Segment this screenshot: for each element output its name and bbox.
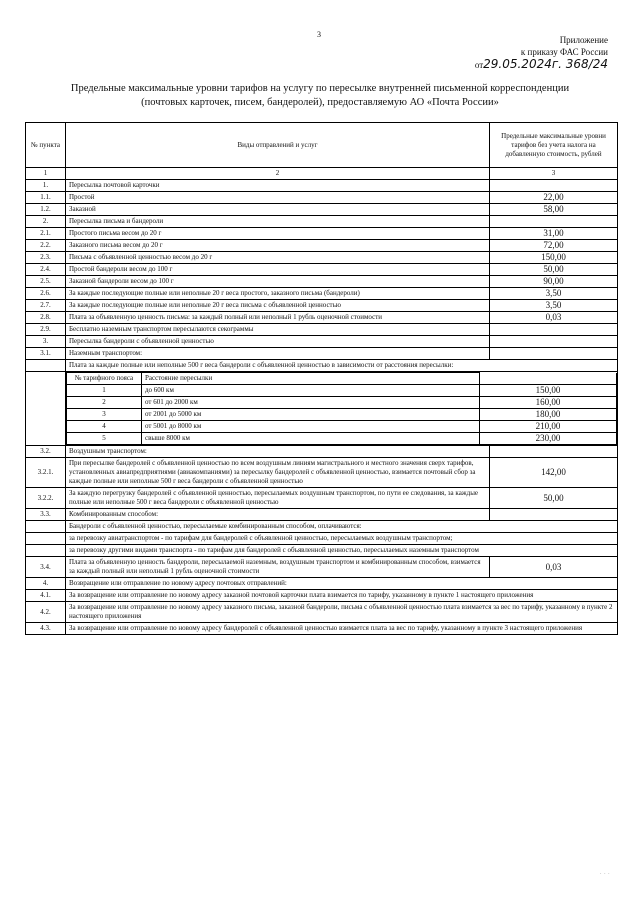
zones-table bbox=[66, 372, 617, 445]
table-row bbox=[26, 252, 618, 264]
header-tariff: Предельные максимальные уровни тарифов без учета налога на добавленную стоимость, рублей bbox=[490, 123, 618, 168]
item-number: 4.2. bbox=[26, 602, 66, 623]
zone-number: 2 bbox=[67, 397, 142, 409]
item-description: Плата за объявленную ценность письма: за каждый полный или неполный 1 рубль оценочной стоимости bbox=[66, 312, 490, 324]
appendix-label: Приложение bbox=[559, 35, 608, 45]
header-services: Виды отправлений и услуг bbox=[66, 123, 490, 168]
item-description: За возвращение или отправление по новому адресу заказного письма, заказной бандероли, письма с объявленной ценностью плата взимается за вес по тарифу, указанному в пункте 2 настоящего приложения bbox=[66, 602, 618, 623]
item-tariff: 3,50 bbox=[490, 288, 618, 300]
item-tariff: 50,00 bbox=[490, 488, 618, 509]
item-number: 3.2. bbox=[26, 446, 66, 458]
column-number-row bbox=[26, 168, 618, 180]
table-row bbox=[26, 590, 618, 602]
zone-row bbox=[67, 409, 617, 421]
appendix-header bbox=[468, 34, 608, 71]
zone-row bbox=[67, 385, 617, 397]
item-number-empty bbox=[26, 545, 66, 557]
table-row bbox=[26, 623, 618, 635]
appendix-order: к приказу ФАС России bbox=[520, 47, 608, 57]
item-tariff-empty bbox=[490, 216, 618, 228]
item-description: Пересылка бандероли с объявленной ценностью bbox=[66, 336, 490, 348]
table-row bbox=[26, 545, 618, 557]
item-number: 2.7. bbox=[26, 300, 66, 312]
combined-line: за перевозку другими видами транспорта - по тарифам для бандеролей с объявленной ценностью, пересылаемых наземным транспортом bbox=[66, 545, 618, 557]
item-tariff: 72,00 bbox=[490, 240, 618, 252]
table-row bbox=[26, 557, 618, 578]
item-number: 2.4. bbox=[26, 264, 66, 276]
item-tariff: 58,00 bbox=[490, 204, 618, 216]
table-row bbox=[26, 336, 618, 348]
table-row bbox=[26, 228, 618, 240]
item-tariff: 0,03 bbox=[490, 557, 618, 578]
zone-row bbox=[67, 433, 617, 445]
zone-price: 230,00 bbox=[480, 433, 617, 445]
item-description: За возвращение или отправление по новому адресу заказной почтовой карточки плата взимается по тарифу, указанному в пункте 1 настоящего приложения bbox=[66, 590, 618, 602]
zone-price: 160,00 bbox=[480, 397, 617, 409]
table-row bbox=[26, 312, 618, 324]
item-number: 3.2.2. bbox=[26, 488, 66, 509]
table-row bbox=[26, 240, 618, 252]
table-row bbox=[26, 602, 618, 623]
zone-distance: свыше 8000 км bbox=[142, 433, 480, 445]
zone-distance: от 5001 до 8000 км bbox=[142, 421, 480, 433]
item-tariff: 0,03 bbox=[490, 312, 618, 324]
table-header-row bbox=[26, 123, 618, 168]
table-row bbox=[26, 458, 618, 488]
item-description: Возвращение или отправление по новому адресу почтовых отправлений: bbox=[66, 578, 618, 590]
zone-row bbox=[67, 397, 617, 409]
handwritten-date-number: 29.05.2024г. 368/24 bbox=[483, 57, 608, 71]
item-description: Письма с объявленной ценностью весом до 20 г bbox=[66, 252, 490, 264]
table-row bbox=[26, 578, 618, 590]
item-number: 2.2. bbox=[26, 240, 66, 252]
item-description: За каждые последующие полные или неполные 20 г веса письма с объявленной ценностью bbox=[66, 300, 490, 312]
item-number: 4.1. bbox=[26, 590, 66, 602]
item-description: Пересылка почтовой карточки bbox=[66, 180, 490, 192]
table-row bbox=[26, 324, 618, 336]
item-tariff-empty bbox=[490, 324, 618, 336]
item-description: Пересылка письма и бандероли bbox=[66, 216, 490, 228]
zones-header bbox=[67, 373, 617, 385]
zone-distance: до 600 км bbox=[142, 385, 480, 397]
table-row bbox=[26, 300, 618, 312]
table-row bbox=[26, 264, 618, 276]
zone-number: 1 bbox=[67, 385, 142, 397]
item-tariff: 22,00 bbox=[490, 192, 618, 204]
zone-price: 210,00 bbox=[480, 421, 617, 433]
item-number: 3.3. bbox=[26, 509, 66, 521]
item-description: Бесплатно наземным транспортом пересылаются секограммы bbox=[66, 324, 490, 336]
table-row bbox=[26, 276, 618, 288]
zones-row bbox=[26, 372, 618, 446]
zone-number: 5 bbox=[67, 433, 142, 445]
item-description: За каждые последующие полные или неполные 20 г веса простого, заказного письма (бандероли) bbox=[66, 288, 490, 300]
item-description: Простой bbox=[66, 192, 490, 204]
table-row bbox=[26, 204, 618, 216]
item-tariff: 3,50 bbox=[490, 300, 618, 312]
item-tariff-empty bbox=[490, 509, 618, 521]
table-row bbox=[26, 192, 618, 204]
item-tariff: 90,00 bbox=[490, 276, 618, 288]
item-tariff: 150,00 bbox=[490, 252, 618, 264]
zones-header-distance: Расстояние пересылки bbox=[142, 373, 480, 385]
item-tariff: 50,00 bbox=[490, 264, 618, 276]
document-title bbox=[40, 82, 600, 110]
table-row bbox=[26, 446, 618, 458]
item-description: За каждую перегрузку бандеролей с объявленной ценностью, пересылаемых воздушным транспортом, по пути ее следования, за каждые полные или неполные 500 г веса бандероли с объявленной ценностью bbox=[66, 488, 490, 509]
item-description: Заказного письма весом до 20 г bbox=[66, 240, 490, 252]
tariff-table bbox=[25, 122, 618, 635]
item-tariff-empty bbox=[490, 446, 618, 458]
item-tariff: 142,00 bbox=[490, 458, 618, 488]
item-description: Простой бандероли весом до 100 г bbox=[66, 264, 490, 276]
item-description: Простого письма весом до 20 г bbox=[66, 228, 490, 240]
table-row bbox=[26, 509, 618, 521]
item-description: Заказной бандероли весом до 100 г bbox=[66, 276, 490, 288]
item-number: 1.2. bbox=[26, 204, 66, 216]
item-description: Наземным транспортом: bbox=[66, 348, 490, 360]
item-number-empty bbox=[26, 360, 66, 372]
page-number: 3 bbox=[317, 30, 321, 39]
title-line-1: Предельные максимальные уровни тарифов на услугу по пересылке внутренней письменной корреспонденции bbox=[70, 83, 570, 94]
item-number: 2.3. bbox=[26, 252, 66, 264]
table-row bbox=[26, 216, 618, 228]
table-row bbox=[26, 488, 618, 509]
zone-distance: от 601 до 2000 км bbox=[142, 397, 480, 409]
item-number-empty bbox=[26, 533, 66, 545]
combined-line: за перевозку авиатранспортом - по тарифам для бандеролей с объявленной ценностью, пересылаемых воздушным транспортом; bbox=[66, 533, 618, 545]
item-number: 3.1. bbox=[26, 348, 66, 360]
item-tariff-empty bbox=[490, 348, 618, 360]
item-number: 3.2.1. bbox=[26, 458, 66, 488]
table-row bbox=[26, 360, 618, 372]
zone-number: 4 bbox=[67, 421, 142, 433]
zones-header-empty bbox=[480, 373, 617, 385]
item-number: 3.4. bbox=[26, 557, 66, 578]
appendix-date-prefix: от bbox=[474, 60, 484, 70]
combined-line: Бандероли с объявленной ценностью, пересылаемые комбинированным способом, оплачиваются: bbox=[66, 521, 618, 533]
zone-distance: от 2001 до 5000 км bbox=[142, 409, 480, 421]
header-num: № пункта bbox=[26, 123, 66, 168]
zone-price: 180,00 bbox=[480, 409, 617, 421]
item-description: За возвращение или отправление по новому адресу бандеролей с объявленной ценностью взимается плата за вес по тарифу, указанному в пункте 3 настоящего приложения bbox=[66, 623, 618, 635]
item-tariff-empty bbox=[490, 336, 618, 348]
item-description: Заказной bbox=[66, 204, 490, 216]
col-number-2: 2 bbox=[66, 168, 490, 180]
col-number-1: 1 bbox=[26, 168, 66, 180]
land-intro: Плата за каждые полные или неполные 500 г веса бандероли с объявленной ценностью в зависимости от расстояния пересылки: bbox=[66, 360, 618, 372]
item-number: 1.1. bbox=[26, 192, 66, 204]
table-row bbox=[26, 288, 618, 300]
item-number: 4.3. bbox=[26, 623, 66, 635]
item-number: 2. bbox=[26, 216, 66, 228]
zone-price: 150,00 bbox=[480, 385, 617, 397]
item-description: При пересылке бандеролей с объявленной ценностью по всем воздушным линиям магистрального и местного значения сверх тарифов, установленных авиапредприятиями (авиакомпаниями) за пересылку бандеролей с объявленной ценностью, взимается почтовый сбор за каждые полные или неполные 500 г веса бандероли с объявленной ценностью bbox=[66, 458, 490, 488]
item-number-empty bbox=[26, 372, 66, 446]
scan-mark: · · · bbox=[599, 870, 610, 878]
item-number: 2.9. bbox=[26, 324, 66, 336]
col-number-3: 3 bbox=[490, 168, 618, 180]
item-tariff-empty bbox=[490, 180, 618, 192]
table-row bbox=[26, 533, 618, 545]
appendix-date bbox=[468, 58, 608, 71]
item-tariff: 31,00 bbox=[490, 228, 618, 240]
table-row bbox=[26, 348, 618, 360]
zones-cell bbox=[66, 372, 618, 446]
item-description: Воздушным транспортом: bbox=[66, 446, 490, 458]
item-number: 2.8. bbox=[26, 312, 66, 324]
item-number: 3. bbox=[26, 336, 66, 348]
table-row bbox=[26, 521, 618, 533]
item-number: 2.1. bbox=[26, 228, 66, 240]
item-description: Комбинированным способом: bbox=[66, 509, 490, 521]
item-number: 2.6. bbox=[26, 288, 66, 300]
zone-number: 3 bbox=[67, 409, 142, 421]
item-number-empty bbox=[26, 521, 66, 533]
title-line-2: (почтовых карточек, писем, бандеролей), предоставляемую АО «Почта России» bbox=[141, 97, 499, 108]
item-number: 2.5. bbox=[26, 276, 66, 288]
zones-header-zone: № тарифного пояса bbox=[67, 373, 142, 385]
table-row bbox=[26, 180, 618, 192]
item-number: 4. bbox=[26, 578, 66, 590]
item-number: 1. bbox=[26, 180, 66, 192]
item-description: Плата за объявленную ценность бандероли, пересылаемой наземным, воздушным транспортом и комбинированным способом, взимается за каждый полный или неполный 1 рубль оценочной стоимости bbox=[66, 557, 490, 578]
zone-row bbox=[67, 421, 617, 433]
